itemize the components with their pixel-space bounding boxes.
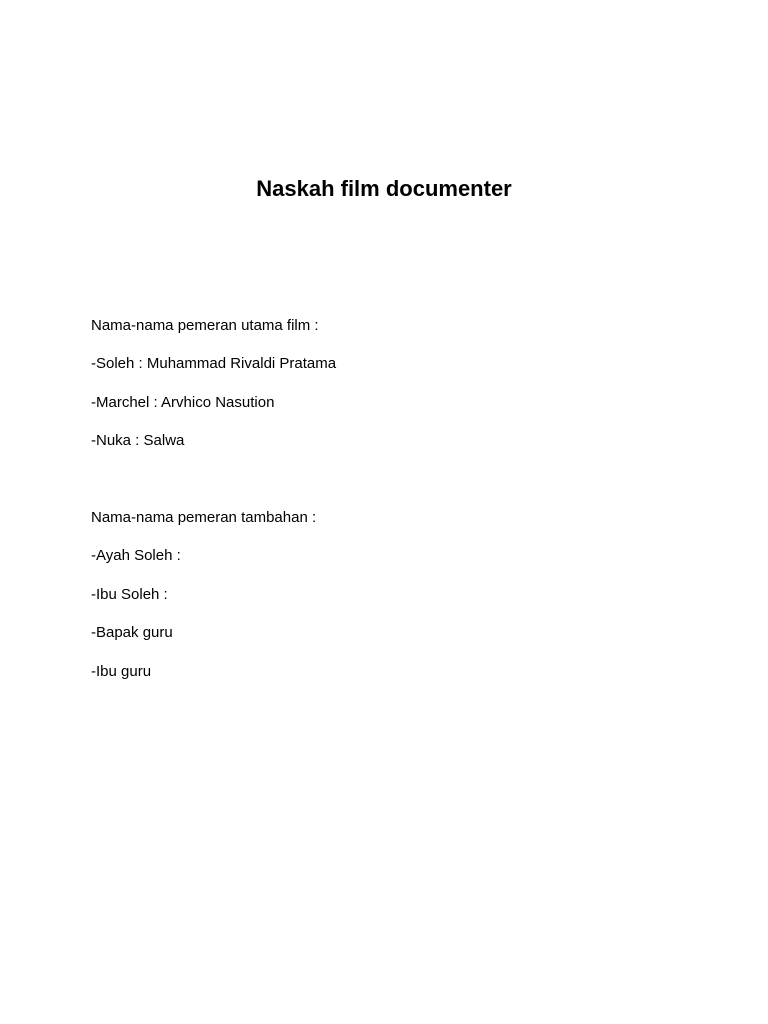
- main-cast-entry: -Marchel : Arvhico Nasution: [91, 393, 275, 411]
- supporting-cast-section: [91, 508, 711, 700]
- main-cast-entry: -Nuka : Salwa: [91, 432, 185, 450]
- main-cast-section: [91, 316, 711, 470]
- supporting-cast-entry: -Ibu Soleh :: [91, 585, 168, 603]
- supporting-cast-heading: Nama-nama pemeran tambahan :: [91, 509, 317, 526]
- document-title: Naskah film documenter: [256, 176, 512, 201]
- supporting-cast-entry: -Ibu guru: [91, 662, 152, 680]
- supporting-cast-entry: -Ayah Soleh :: [91, 547, 181, 565]
- main-cast-heading: Nama-nama pemeran utama film :: [91, 317, 319, 334]
- main-cast-entry: -Soleh : Muhammad Rivaldi Pratama: [91, 355, 337, 373]
- supporting-cast-entry: -Bapak guru: [91, 624, 173, 642]
